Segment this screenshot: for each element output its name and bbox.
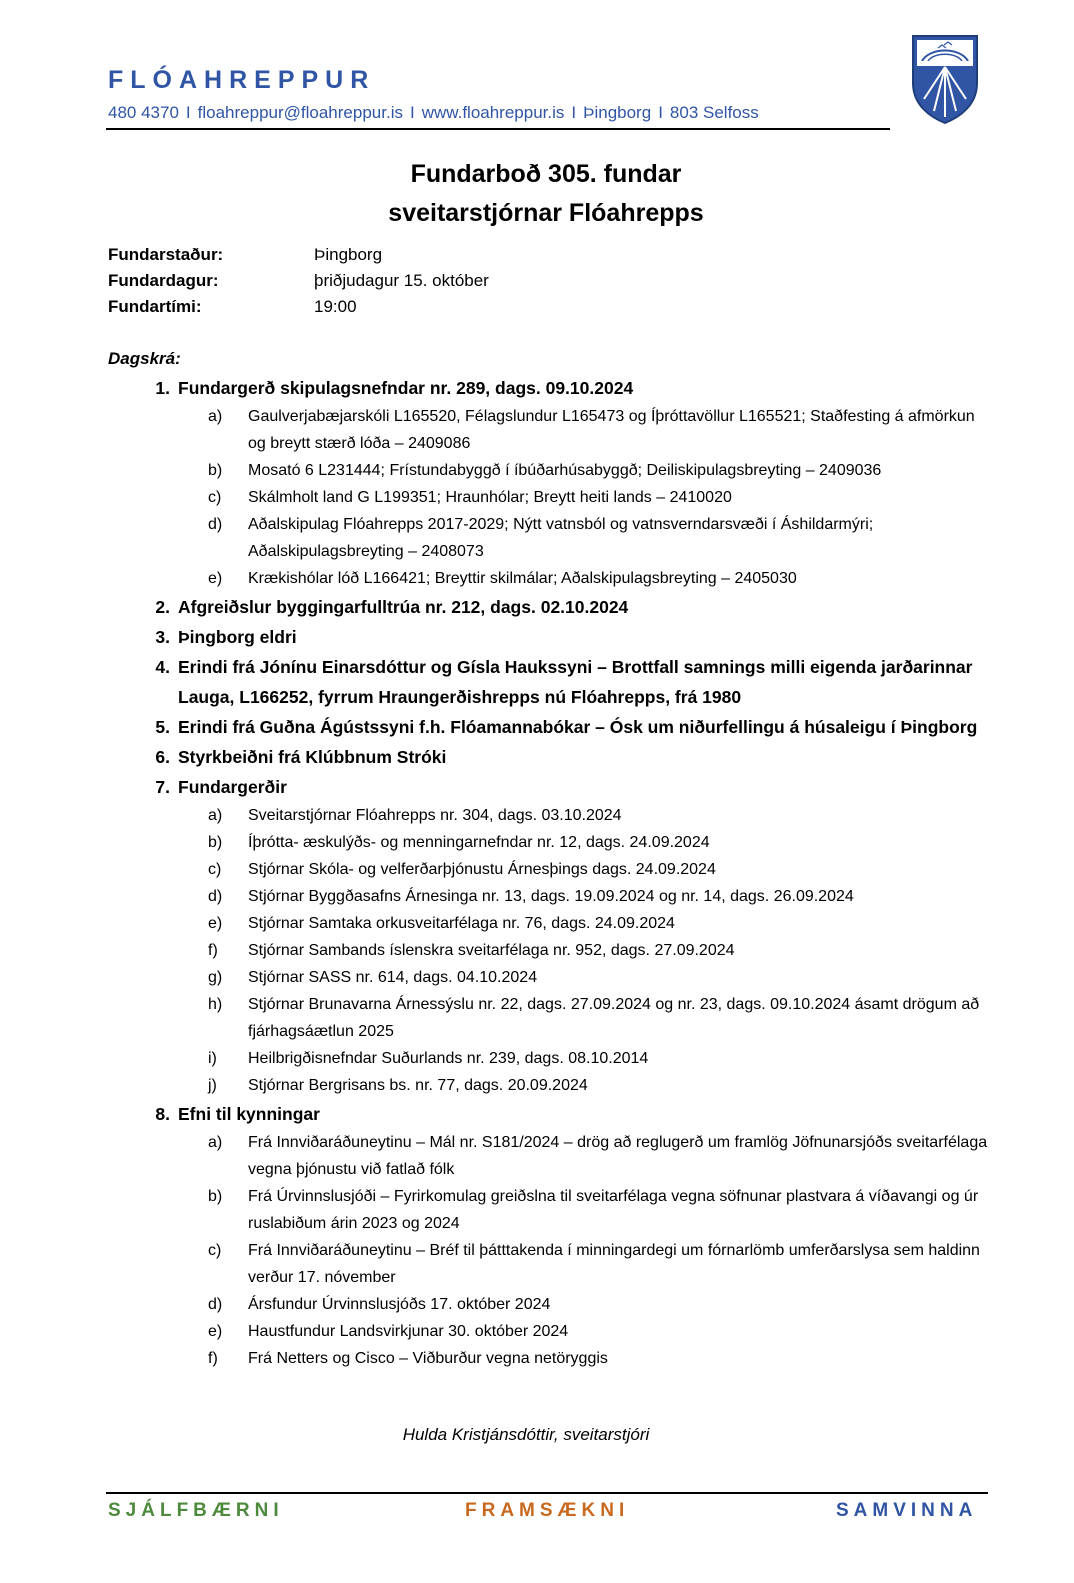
agenda-item	[108, 712, 988, 742]
meta-value: þriðjudagur 15. október	[314, 271, 489, 290]
subitem-letter: a)	[208, 807, 223, 824]
agenda-subitem	[108, 1129, 988, 1183]
subitem-text: Íþrótta- æskulýðs- og menningarnefndar nr. 12, dags. 24.09.2024	[248, 834, 710, 851]
separator: I	[409, 103, 415, 122]
subitem-letter: j)	[208, 1077, 217, 1094]
agenda-subitem	[108, 1045, 988, 1072]
agenda-subitem	[108, 1183, 988, 1237]
subitem-text: Frá Innviðaráðuneytinu – Mál nr. S181/2024 – drög að reglugerð um framlög Jöfnunarsjóðs sveitarfélaga vegna þjónustu við fatlað fólk	[248, 1134, 988, 1178]
signature: Hulda Kristjánsdóttir, sveitarstjóri	[402, 1425, 650, 1444]
agenda-item-number: 1.	[155, 378, 170, 398]
agenda-item-title: Efni til kynningar	[178, 1104, 320, 1124]
agenda-list	[108, 373, 988, 1372]
subitem-letter: b)	[208, 1188, 223, 1205]
footer-divider	[106, 1492, 988, 1494]
agenda-subitem	[108, 991, 988, 1045]
agenda-heading: Dagskrá:	[108, 349, 181, 368]
municipal-crest-icon	[910, 33, 980, 125]
agenda-subitem	[108, 1072, 988, 1099]
agenda-subitem	[108, 457, 988, 484]
agenda-item-title: Erindi frá Jónínu Einarsdóttur og Gísla Haukssyni – Brottfall samnings milli eigenda jarðarinnar Lauga, L166252, fyrrum Hraungerðishrepps nú Flóahrepps, frá 1980	[178, 657, 973, 707]
subitem-letter: b)	[208, 834, 223, 851]
agenda-item-number: 7.	[155, 777, 170, 797]
agenda-item-title: Fundargerð skipulagsnefndar nr. 289, dags. 09.10.2024	[178, 378, 634, 398]
subitem-text: Stjórnar Byggðasafns Árnesinga nr. 13, dags. 19.09.2024 og nr. 14, dags. 26.09.2024	[248, 888, 854, 905]
agenda-item-title: Þingborg eldri	[178, 627, 297, 647]
phone-number: 480 4370	[108, 103, 179, 122]
document-title: Fundarboð 305. fundar	[410, 160, 682, 188]
subitem-text: Krækishólar lóð L166421; Breyttir skilmálar; Aðalskipulagsbreyting – 2405030	[248, 570, 797, 587]
agenda-item-number: 2.	[155, 597, 170, 617]
agenda-subitem	[108, 910, 988, 937]
agenda-subitem	[108, 1291, 988, 1318]
subitem-text: Heilbrigðisnefndar Suðurlands nr. 239, dags. 08.10.2014	[248, 1050, 649, 1067]
meta-value: 19:00	[314, 297, 357, 316]
agenda-item-number: 3.	[155, 627, 170, 647]
agenda-subitem	[108, 937, 988, 964]
separator: I	[571, 103, 577, 122]
agenda-item-title: Styrkbeiðni frá Klúbbnum Stróki	[178, 747, 447, 767]
subitem-text: Frá Úrvinnslusjóði – Fyrirkomulag greiðslna til sveitarfélaga vegna söfnunar plastvara á víðavangi og úr ruslabiðum árin 2023 og 2024	[248, 1188, 979, 1232]
agenda-subitem	[108, 565, 988, 592]
agenda-item-number: 8.	[155, 1104, 170, 1124]
subitem-text: Stjórnar Skóla- og velferðarþjónustu Árnesþings dags. 24.09.2024	[248, 861, 716, 878]
subitem-letter: b)	[208, 462, 223, 479]
subitem-text: Frá Netters og Cisco – Viðburður vegna netöryggis	[248, 1350, 608, 1367]
subitem-letter: c)	[208, 1242, 222, 1259]
agenda-subitem	[108, 856, 988, 883]
subitem-letter: e)	[208, 915, 223, 932]
footer-value-sustainability: SJÁLFBÆRNI	[108, 1500, 284, 1521]
subitem-letter: c)	[208, 861, 222, 878]
meeting-date-row	[108, 271, 489, 297]
agenda-subitem	[108, 1345, 988, 1372]
subitem-text: Stjórnar Brunavarna Árnessýslu nr. 22, dags. 27.09.2024 og nr. 23, dags. 09.10.2024 ásamt drögum að fjárhagsáætlun 2025	[248, 996, 980, 1040]
subitem-text: Stjórnar Samtaka orkusveitarfélaga nr. 76, dags. 24.09.2024	[248, 915, 675, 932]
document-subtitle: sveitarstjórnar Flóahrepps	[388, 199, 704, 227]
footer-value-progress: FRAMSÆKNI	[465, 1500, 630, 1521]
subitem-text: Skálmholt land G L199351; Hraunhólar; Breytt heiti lands – 2410020	[248, 489, 732, 506]
agenda-subitem	[108, 1237, 988, 1291]
agenda-subitem	[108, 511, 988, 565]
agenda-item-title: Afgreiðslur byggingarfulltrúa nr. 212, dags. 02.10.2024	[178, 597, 629, 617]
agenda-subitem	[108, 964, 988, 991]
agenda-item	[108, 652, 988, 712]
meta-label: Fundartími:	[108, 297, 202, 316]
meta-label: Fundardagur:	[108, 271, 219, 290]
subitem-text: Aðalskipulag Flóahrepps 2017-2029; Nýtt vatnsból og vatnsverndarsvæði í Áshildarmýri; Aðalskipulagsbreyting – 2408073	[248, 516, 874, 560]
subitem-letter: a)	[208, 408, 223, 425]
subitem-text: Stjórnar SASS nr. 614, dags. 04.10.2024	[248, 969, 538, 986]
subitem-letter: i)	[208, 1050, 217, 1067]
agenda-item	[108, 373, 988, 403]
agenda-subitem	[108, 829, 988, 856]
meta-label: Fundarstaður:	[108, 245, 224, 264]
website-link[interactable]: www.floahreppur.is	[421, 103, 565, 122]
agenda-item-number: 5.	[155, 717, 170, 737]
organization-name: FLÓAHREPPUR	[108, 66, 376, 94]
subitem-letter: g)	[208, 969, 223, 986]
subitem-text: Gaulverjabæjarskóli L165520, Félagslundur L165473 og Íþróttavöllur L165521; Staðfesting á afmörkun og breytt stærð lóða – 2409086	[248, 408, 975, 452]
separator: I	[658, 103, 663, 122]
location: Þingborg	[583, 103, 652, 122]
meeting-location-row	[108, 245, 489, 271]
subitem-letter: d)	[208, 516, 223, 533]
agenda-subitem	[108, 484, 988, 511]
agenda-subitem	[108, 883, 988, 910]
email-address[interactable]: floahreppur@floahreppur.is	[197, 103, 403, 122]
agenda-subitem	[108, 802, 988, 829]
postcode: 803 Selfoss	[669, 103, 759, 122]
header-divider	[106, 128, 890, 130]
subitem-text: Mosató 6 L231444; Frístundabyggð í íbúðarhúsabyggð; Deiliskipulagsbreyting – 2409036	[248, 462, 882, 479]
subitem-letter: e)	[208, 1323, 223, 1340]
subitem-letter: h)	[208, 996, 223, 1013]
agenda-item	[108, 1099, 988, 1129]
agenda-item-number: 6.	[155, 747, 170, 767]
subitem-letter: f)	[208, 1350, 218, 1367]
subitem-text: Sveitarstjórnar Flóahrepps nr. 304, dags. 03.10.2024	[248, 807, 622, 824]
meta-value: Þingborg	[314, 245, 383, 264]
subitem-letter: c)	[208, 489, 222, 506]
subitem-letter: d)	[208, 888, 223, 905]
contact-line	[108, 103, 759, 123]
meeting-time-row	[108, 297, 489, 323]
footer-value-cooperation: SAMVINNA	[836, 1500, 978, 1521]
agenda-subitem	[108, 403, 988, 457]
subitem-text: Stjórnar Bergrisans bs. nr. 77, dags. 20.09.2024	[248, 1077, 588, 1094]
agenda-item	[108, 592, 988, 622]
agenda-subitem	[108, 1318, 988, 1345]
meeting-details	[108, 245, 489, 323]
subitem-text: Ársfundur Úrvinnslusjóðs 17. október 2024	[248, 1296, 551, 1313]
subitem-letter: f)	[208, 942, 218, 959]
agenda-item	[108, 772, 988, 802]
subitem-letter: d)	[208, 1296, 223, 1313]
subitem-letter: a)	[208, 1134, 223, 1151]
agenda-item	[108, 622, 988, 652]
subitem-letter: e)	[208, 570, 223, 587]
subitem-text: Stjórnar Sambands íslenskra sveitarfélaga nr. 952, dags. 27.09.2024	[248, 942, 735, 959]
subitem-text: Frá Innviðaráðuneytinu – Bréf til þátttakenda í minningardegi um fórnarlömb umferðarslysa sem haldinn verður 17. nóvember	[248, 1242, 980, 1286]
separator: I	[185, 103, 191, 122]
agenda-item-title: Erindi frá Guðna Ágústssyni f.h. Flóamannabókar – Ósk um niðurfellingu á húsaleigu í Þingborg	[178, 717, 978, 737]
agenda-item	[108, 742, 988, 772]
subitem-text: Haustfundur Landsvirkjunar 30. október 2024	[248, 1323, 569, 1340]
agenda-item-number: 4.	[155, 657, 170, 677]
agenda-item-title: Fundargerðir	[178, 777, 287, 797]
